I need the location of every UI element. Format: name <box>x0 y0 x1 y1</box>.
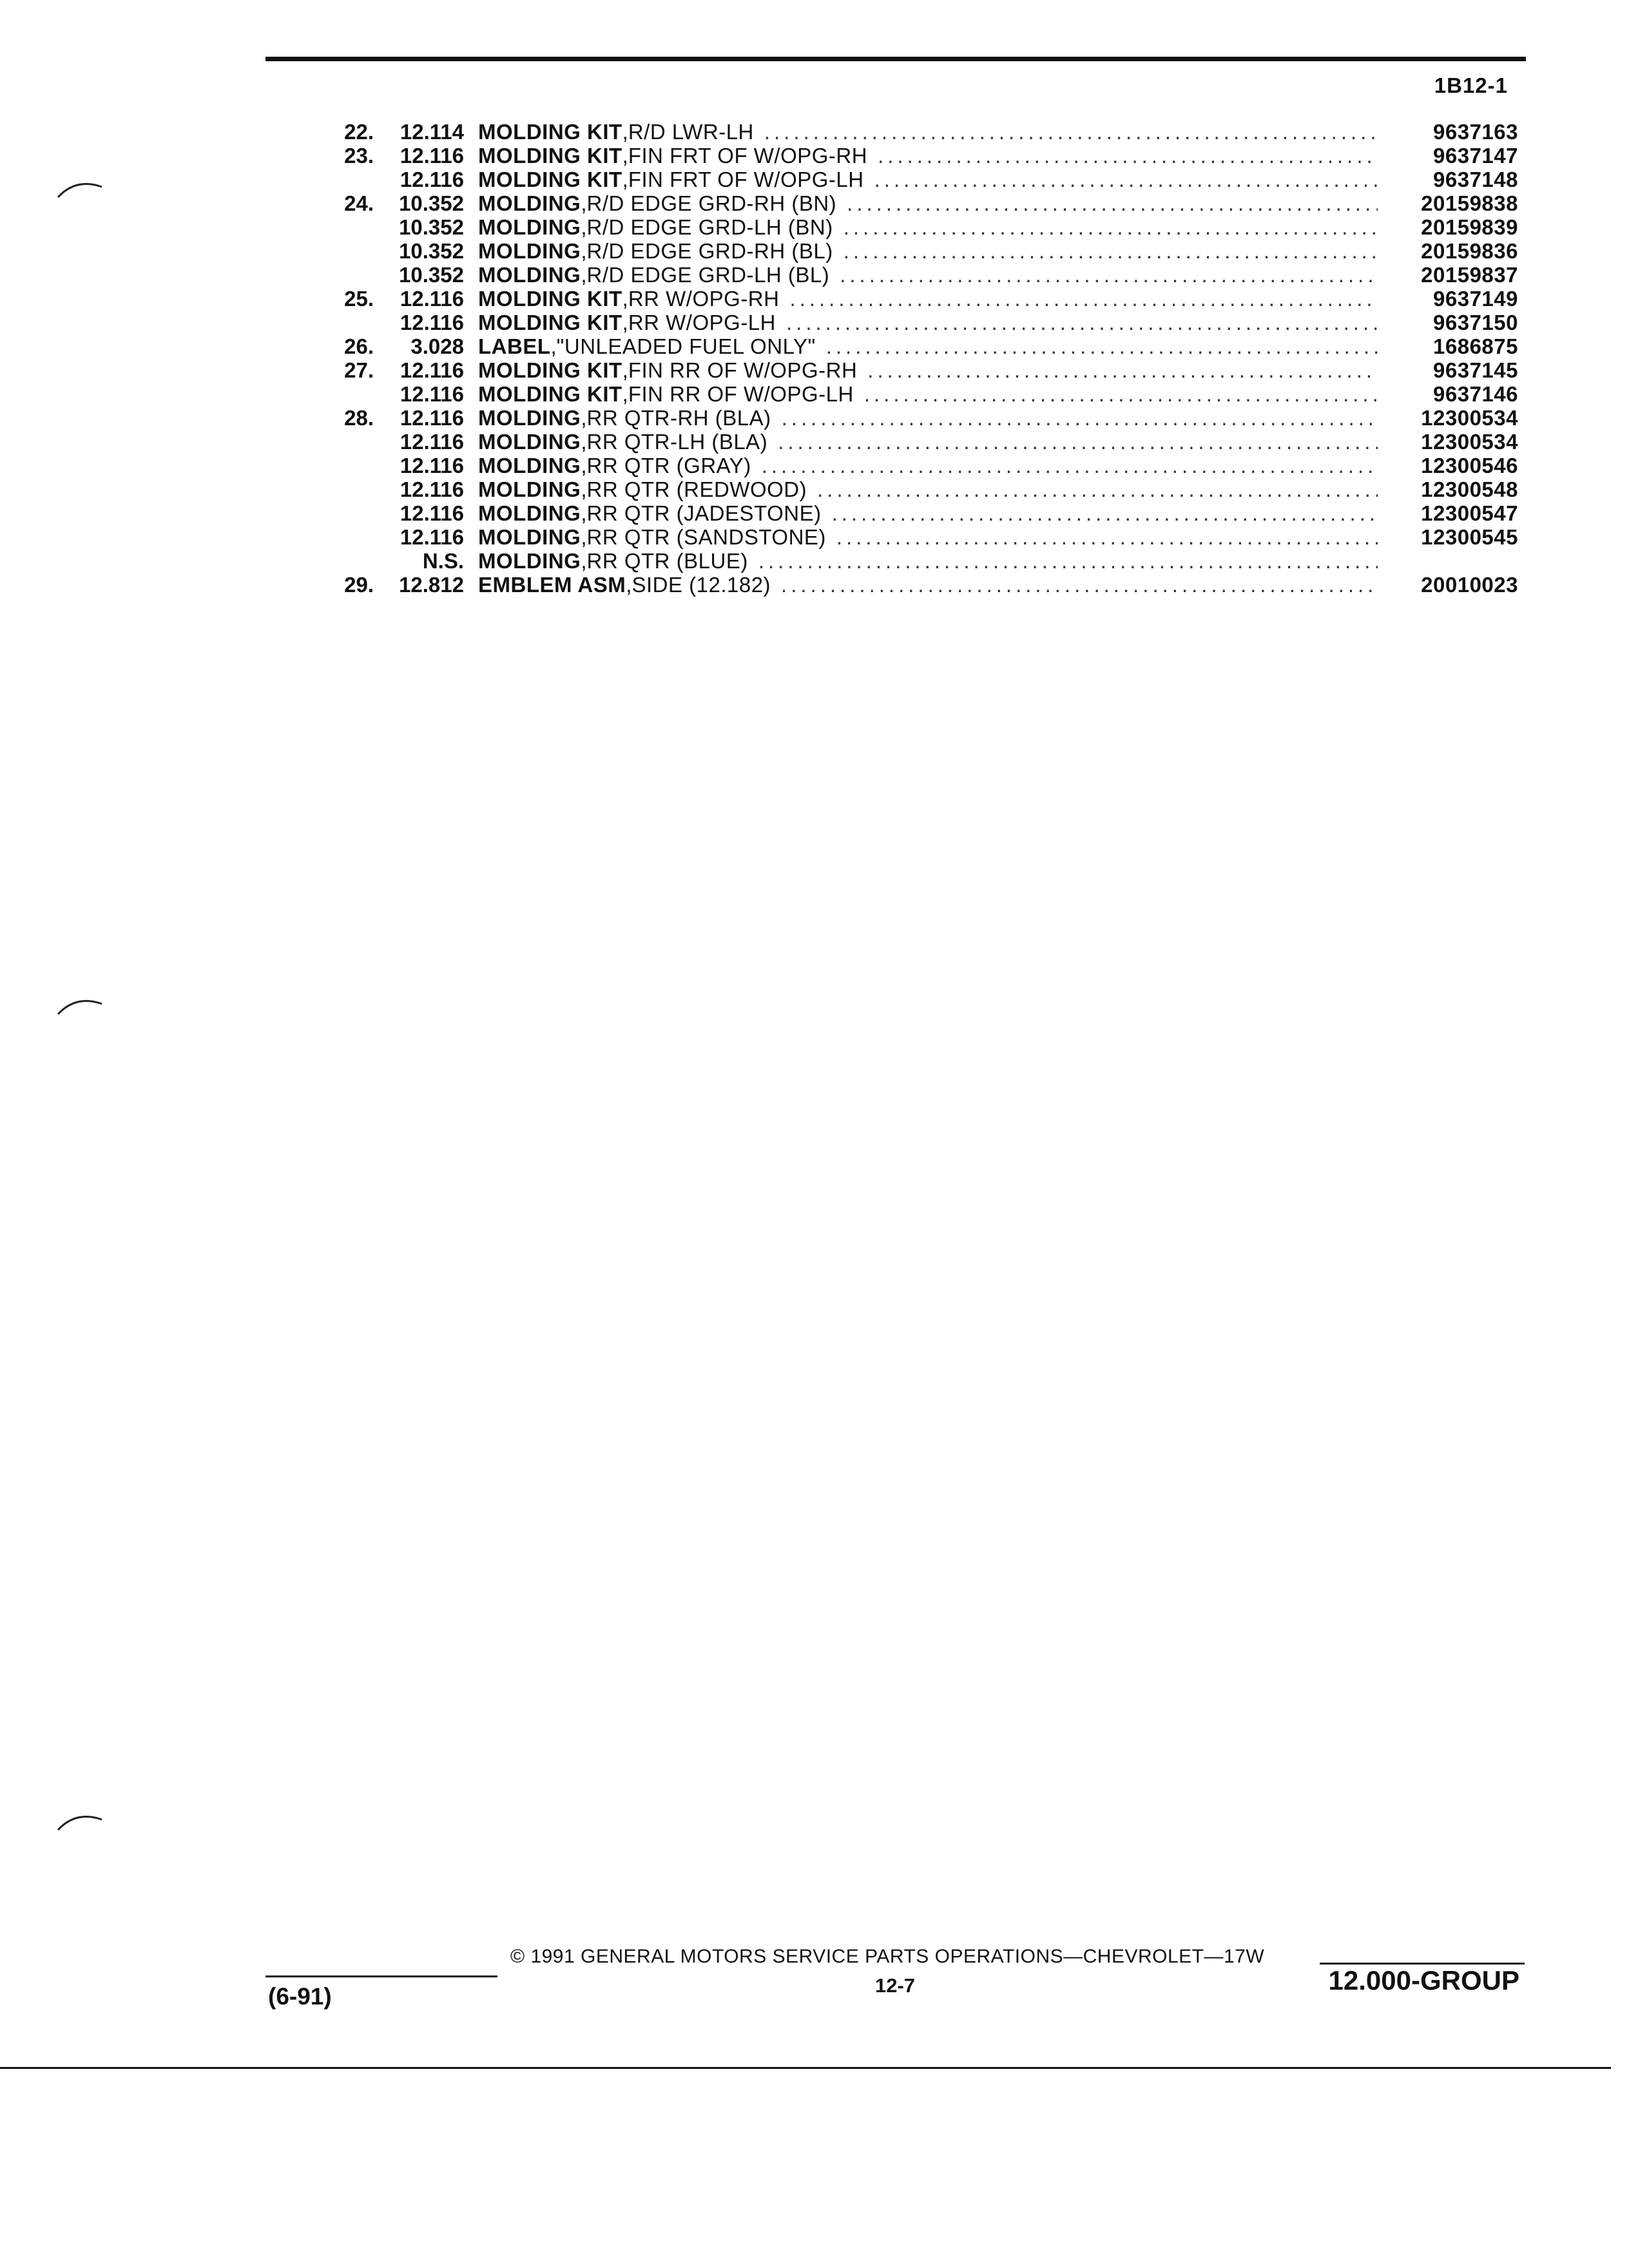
page-number: 12-7 <box>875 1974 916 1997</box>
ref-number: 28. <box>344 406 374 430</box>
parts-list <box>303 120 1518 597</box>
dot-leader <box>836 525 1378 549</box>
name-separator: , <box>581 191 587 215</box>
group-number: 12.116 <box>400 287 464 311</box>
part-description: RR QTR (GRAY) <box>586 454 751 477</box>
dot-leader <box>778 430 1378 454</box>
dot-leader <box>764 120 1378 144</box>
part-row <box>303 287 1518 311</box>
group-number: N.S. <box>422 549 464 573</box>
name-separator: , <box>626 573 632 597</box>
part-name: MOLDING KIT <box>478 287 622 311</box>
name-separator: , <box>581 525 587 549</box>
group-number: 10.352 <box>399 191 464 215</box>
part-name: MOLDING KIT <box>478 144 622 168</box>
part-name: MOLDING KIT <box>478 168 622 191</box>
part-description: R/D EDGE GRD-LH (BN) <box>586 215 833 239</box>
group-number: 12.116 <box>400 525 464 549</box>
part-number: 20159837 <box>1421 263 1518 287</box>
part-number: 12300546 <box>1421 454 1518 477</box>
group-number: 12.116 <box>400 406 464 430</box>
group-number: 12.116 <box>400 501 464 525</box>
dot-leader <box>843 215 1378 239</box>
part-description: RR W/OPG-RH <box>628 287 780 311</box>
part-name: MOLDING <box>478 215 581 239</box>
part-description: R/D EDGE GRD-LH (BL) <box>586 263 830 287</box>
part-number: 9637146 <box>1433 382 1518 406</box>
dot-leader <box>867 358 1378 382</box>
group-number: 3.028 <box>410 334 464 358</box>
group-number: 12.116 <box>400 168 464 191</box>
part-number: 9637145 <box>1433 358 1518 382</box>
part-row <box>303 549 1518 573</box>
dot-leader <box>832 501 1378 525</box>
part-row <box>303 406 1518 430</box>
group-number: 10.352 <box>399 215 464 239</box>
name-separator: , <box>581 501 587 525</box>
group-number: 10.352 <box>399 239 464 263</box>
part-row <box>303 311 1518 334</box>
part-name: MOLDING <box>478 191 581 215</box>
part-number: 9637147 <box>1433 144 1518 168</box>
dot-leader <box>878 144 1378 168</box>
part-name: MOLDING KIT <box>478 358 622 382</box>
name-separator: , <box>550 334 557 358</box>
group-number: 12.114 <box>400 120 464 144</box>
part-description: FIN FRT OF W/OPG-RH <box>628 144 868 168</box>
part-name: MOLDING <box>478 549 581 573</box>
part-name: LABEL <box>478 334 551 358</box>
part-row <box>303 168 1518 191</box>
part-description: RR QTR-LH (BLA) <box>586 430 768 454</box>
dot-leader <box>817 477 1378 501</box>
group-number: 12.812 <box>399 573 464 597</box>
group-number: 10.352 <box>399 263 464 287</box>
part-number: 9637150 <box>1433 311 1518 334</box>
dot-leader <box>843 239 1378 263</box>
group-number: 12.116 <box>400 454 464 477</box>
part-name: MOLDING KIT <box>478 311 622 334</box>
part-name: MOLDING <box>478 525 581 549</box>
name-separator: , <box>581 454 587 477</box>
dot-leader <box>789 287 1378 311</box>
name-separator: , <box>581 263 587 287</box>
dot-leader <box>864 382 1378 406</box>
part-description: "UNLEADED FUEL ONLY" <box>556 334 816 358</box>
part-number: 20010023 <box>1421 573 1518 597</box>
part-description: FIN RR OF W/OPG-LH <box>628 382 854 406</box>
part-description: R/D EDGE GRD-RH (BL) <box>586 239 833 263</box>
ref-number: 29. <box>344 573 374 597</box>
name-separator: , <box>622 120 628 144</box>
part-name: MOLDING <box>478 263 581 287</box>
ref-number: 26. <box>344 334 374 358</box>
dot-leader <box>826 334 1378 358</box>
ref-number: 24. <box>344 191 374 215</box>
part-name: EMBLEM ASM <box>478 573 626 597</box>
group-number: 12.116 <box>400 358 464 382</box>
part-name: MOLDING KIT <box>478 120 622 144</box>
group-number: 12.116 <box>400 144 464 168</box>
group-number: 12.116 <box>400 311 464 334</box>
page-code: 1B12-1 <box>1434 73 1508 97</box>
group-number: 12.116 <box>400 430 464 454</box>
part-number: 12300548 <box>1421 477 1518 501</box>
dot-leader <box>840 263 1378 287</box>
revision-date: (6-91) <box>268 1983 332 2010</box>
dot-leader <box>786 311 1378 334</box>
part-number: 20159836 <box>1421 239 1518 263</box>
binder-hole-mark-bottom <box>54 1808 106 1834</box>
name-separator: , <box>581 430 587 454</box>
name-separator: , <box>622 311 628 334</box>
part-row <box>303 501 1518 525</box>
ref-number: 23. <box>344 144 374 168</box>
dot-leader <box>762 454 1378 477</box>
ref-number: 27. <box>344 358 374 382</box>
part-number: 9637148 <box>1433 168 1518 191</box>
part-description: R/D LWR-LH <box>628 120 754 144</box>
group-label: 12.000-GROUP <box>1328 1965 1519 1995</box>
binder-hole-mark-top <box>54 175 106 201</box>
part-row <box>303 191 1518 215</box>
part-description: RR QTR (JADESTONE) <box>586 501 822 525</box>
part-number: 9637163 <box>1433 120 1518 144</box>
name-separator: , <box>622 287 628 311</box>
part-description: RR QTR (BLUE) <box>586 549 748 573</box>
part-name: MOLDING <box>478 477 581 501</box>
part-row <box>303 573 1518 597</box>
part-row <box>303 525 1518 549</box>
name-separator: , <box>581 549 587 573</box>
part-row <box>303 239 1518 263</box>
part-number: 12300545 <box>1421 525 1518 549</box>
part-number: 20159838 <box>1421 191 1518 215</box>
ref-number: 25. <box>344 287 374 311</box>
part-description: RR QTR-RH (BLA) <box>586 406 771 430</box>
part-name: MOLDING KIT <box>478 382 622 406</box>
name-separator: , <box>622 168 628 191</box>
name-separator: , <box>622 382 628 406</box>
group-number: 12.116 <box>400 477 464 501</box>
part-description: SIDE (12.182) <box>631 573 771 597</box>
name-separator: , <box>581 215 587 239</box>
part-number: 20159839 <box>1421 215 1518 239</box>
part-row <box>303 334 1518 358</box>
part-row <box>303 477 1518 501</box>
dot-leader <box>874 168 1378 191</box>
part-description: FIN RR OF W/OPG-RH <box>628 358 858 382</box>
name-separator: , <box>581 239 587 263</box>
top-rule <box>265 57 1526 61</box>
part-row <box>303 430 1518 454</box>
part-description: RR QTR (SANDSTONE) <box>586 525 826 549</box>
part-row <box>303 215 1518 239</box>
part-name: MOLDING <box>478 239 581 263</box>
dot-leader <box>758 549 1378 573</box>
part-number: 9637149 <box>1433 287 1518 311</box>
footer-rule-left <box>265 1975 497 1977</box>
part-description: RR QTR (REDWOOD) <box>586 477 807 501</box>
part-row <box>303 454 1518 477</box>
part-row <box>303 120 1518 144</box>
dot-leader <box>847 191 1378 215</box>
part-row <box>303 358 1518 382</box>
footer-rule-right <box>1320 1963 1525 1965</box>
part-name: MOLDING <box>478 501 581 525</box>
part-number: 12300534 <box>1421 430 1518 454</box>
part-row <box>303 144 1518 168</box>
bottom-rule <box>0 2067 1611 2069</box>
name-separator: , <box>622 144 628 168</box>
binder-hole-mark-middle <box>54 992 106 1018</box>
dot-leader <box>781 573 1378 597</box>
part-name: MOLDING <box>478 430 581 454</box>
part-number: 12300534 <box>1421 406 1518 430</box>
part-row <box>303 263 1518 287</box>
part-number: 1686875 <box>1433 334 1518 358</box>
part-description: R/D EDGE GRD-RH (BN) <box>586 191 837 215</box>
ref-number: 22. <box>344 120 374 144</box>
name-separator: , <box>581 477 587 501</box>
part-description: RR W/OPG-LH <box>628 311 776 334</box>
part-row <box>303 382 1518 406</box>
part-description: FIN FRT OF W/OPG-LH <box>628 168 864 191</box>
dot-leader <box>782 406 1378 430</box>
name-separator: , <box>581 406 587 430</box>
part-number: 12300547 <box>1421 501 1518 525</box>
name-separator: , <box>622 358 628 382</box>
copyright-notice: © 1991 GENERAL MOTORS SERVICE PARTS OPERATIONS—CHEVROLET—17W <box>510 1946 1265 1967</box>
group-number: 12.116 <box>400 382 464 406</box>
part-name: MOLDING <box>478 454 581 477</box>
part-name: MOLDING <box>478 406 581 430</box>
